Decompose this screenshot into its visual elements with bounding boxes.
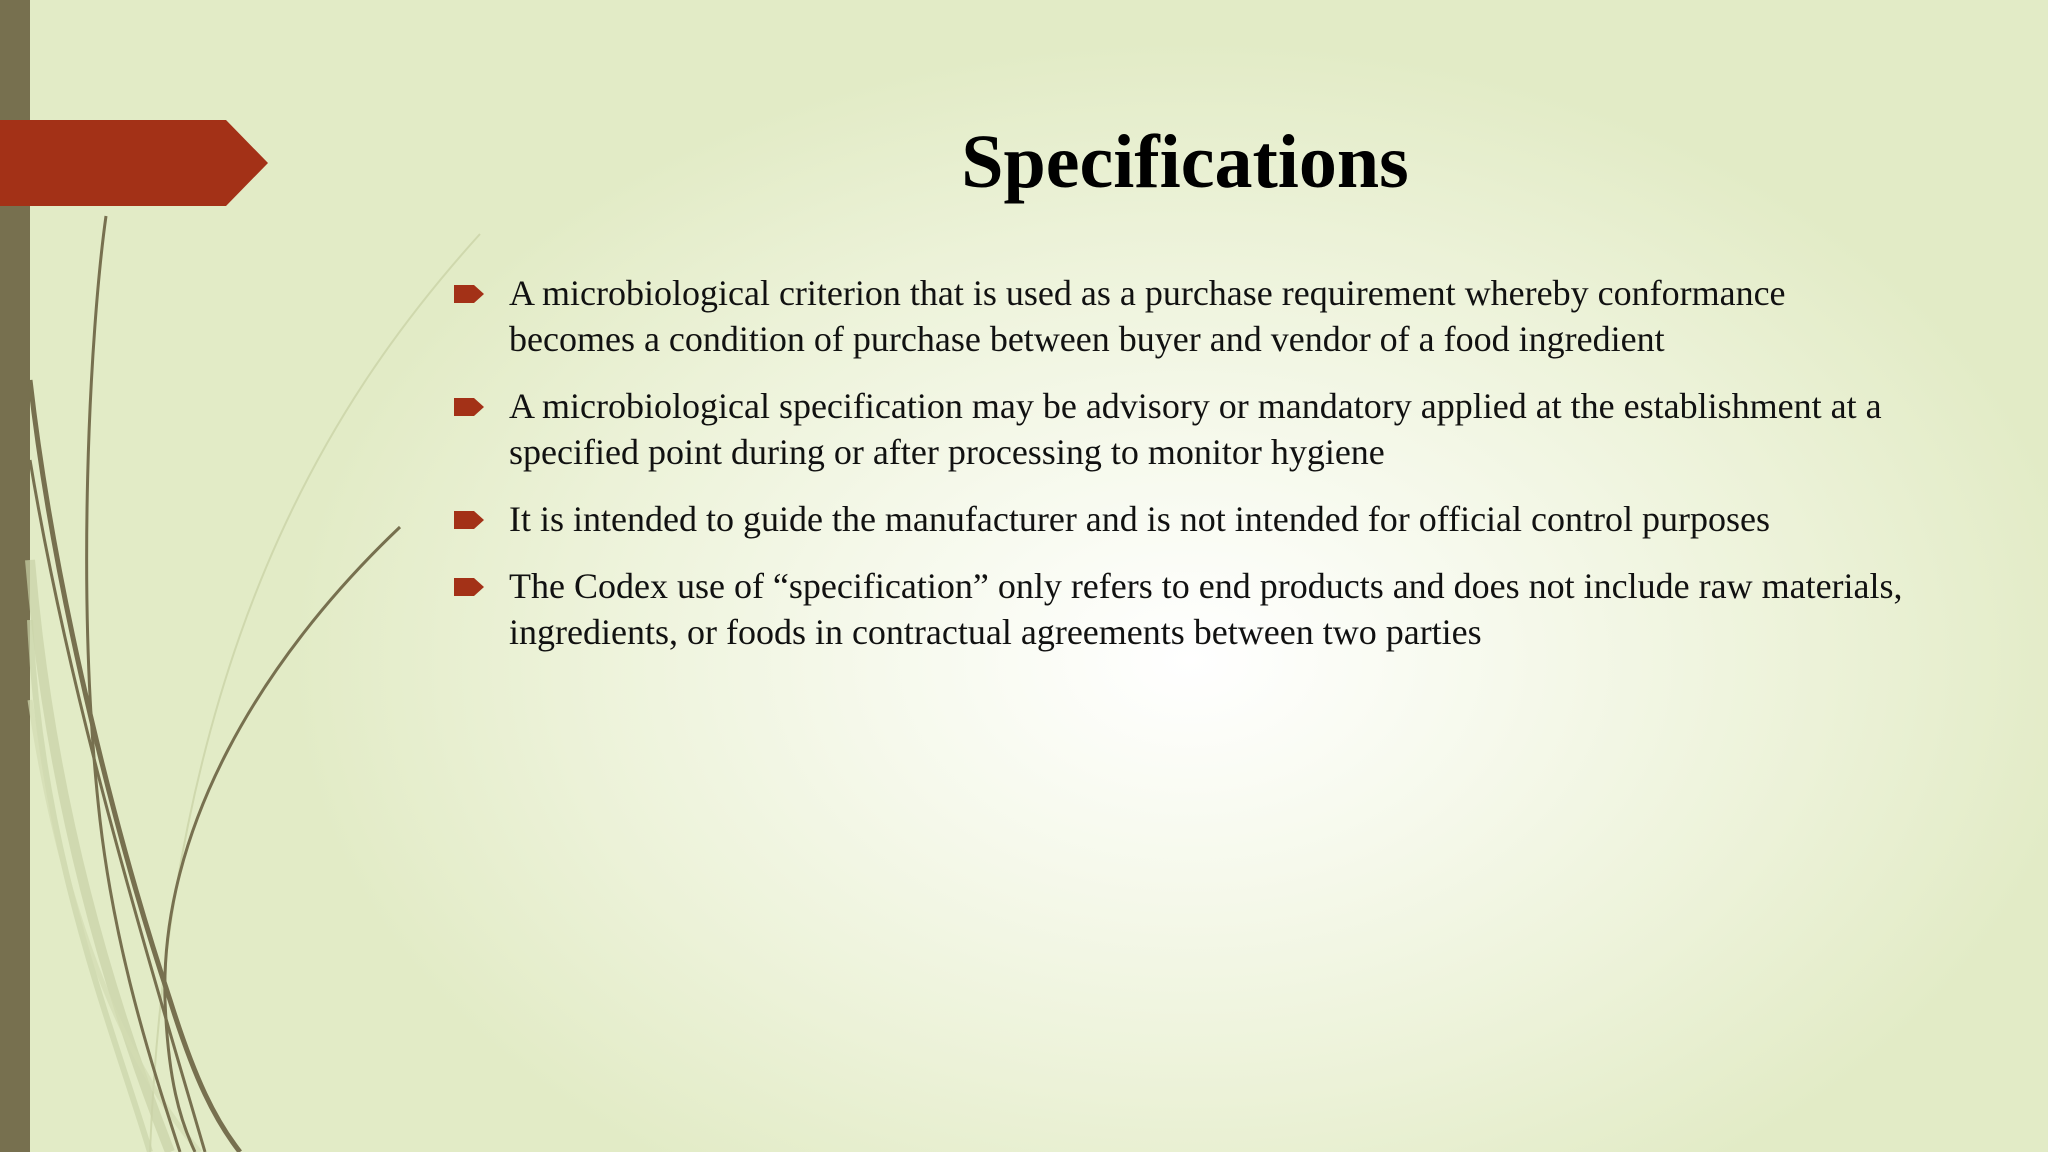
bullet-item: [450, 270, 1920, 362]
bullet-list: [450, 270, 1920, 676]
accent-arrow-tab: [0, 120, 268, 206]
arrow-bullet-icon: [454, 285, 484, 303]
bullet-text: The Codex use of “specification” only refers to end products and does not include raw materials, ingredients, or foods in contractual agreements between two parties: [509, 566, 1903, 652]
bullet-text: A microbiological specification may be advisory or mandatory applied at the establishment at a specified point during or after processing to monitor hygiene: [509, 386, 1882, 472]
arrow-bullet-icon: [454, 511, 484, 529]
bullet-text: A microbiological criterion that is used as a purchase requirement whereby conformance becomes a condition of purchase between buyer and vendor of a food ingredient: [509, 273, 1786, 359]
slide-title: Specifications: [961, 120, 1409, 204]
bullet-text: It is intended to guide the manufacturer and is not intended for official control purposes: [509, 499, 1770, 539]
arrow-bullet-icon: [454, 578, 484, 596]
arrow-bullet-icon: [454, 398, 484, 416]
bullet-item: [450, 496, 1920, 542]
bullet-item: [450, 383, 1920, 475]
bullet-item: [450, 563, 1920, 655]
